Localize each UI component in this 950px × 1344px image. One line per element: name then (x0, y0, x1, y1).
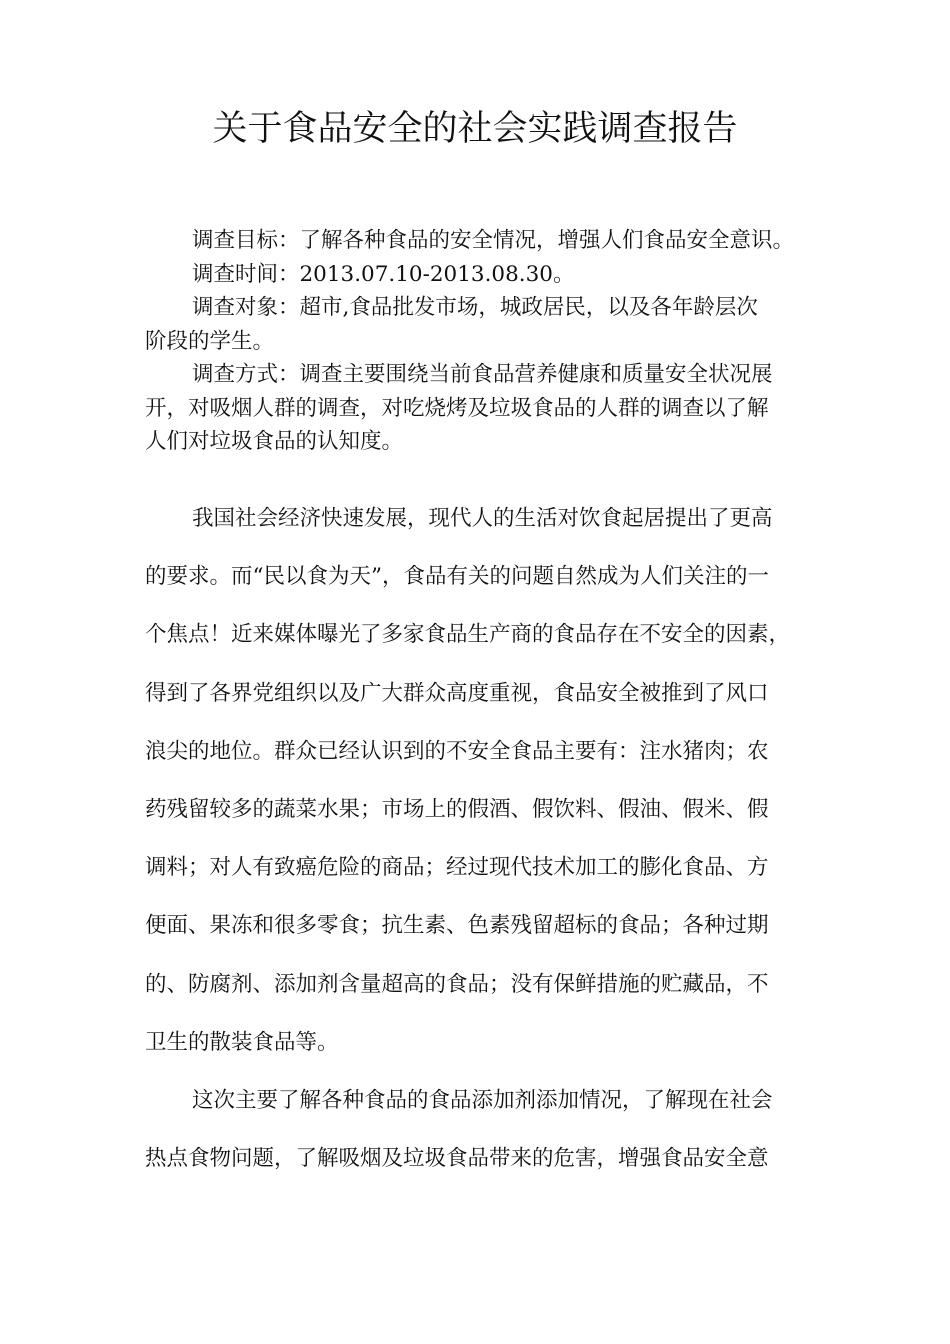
paragraph-line: 的要求。而“民以食为天”，食品有关的问题自然成为人们关注的一 (145, 564, 769, 590)
paragraph-line: 我国社会经济快速发展，现代人的生活对饮食起居提出了更高 (192, 506, 773, 531)
paragraph-line: 热点食物问题，了解吸烟及垃圾食品带来的危害，增强食品安全意 (145, 1146, 769, 1172)
survey-target-line: 调查对象：超市,食品批发市场，城政居民，以及各年龄层次 (192, 295, 758, 320)
document-title: 关于食品安全的社会实践调查报告 (212, 109, 738, 149)
survey-method-line-cont: 开，对吸烟人群的调查，对吃烧烤及垃圾食品的人群的调查以了解 (145, 395, 769, 421)
body-text (145, 498, 825, 1196)
survey-target-line-cont: 阶段的学生。 (145, 328, 275, 354)
paragraph-line: 调料；对人有致癌危险的商品；经过现代技术加工的膨化食品、方 (145, 855, 769, 881)
paragraph-line: 浪尖的地位。群众已经认识到的不安全食品主要有：注水猪肉；农 (145, 738, 769, 764)
paragraph-line: 这次主要了解各种食品的食品添加剂添加情况，了解现在社会 (192, 1087, 773, 1113)
paragraph-line: 便面、果冻和很多零食；抗生素、色素残留超标的食品；各种过期 (145, 913, 769, 939)
survey-goal-line: 调查目标：了解各种食品的安全情况，增强人们食品安全意识。 (192, 228, 795, 253)
survey-method-line-cont: 人们对垃圾食品的认知度。 (145, 429, 404, 454)
survey-info-block (145, 224, 825, 459)
paragraph-line: 得到了各界党组织以及广大群众高度重视，食品安全被推到了风口 (145, 680, 769, 706)
paragraph-line: 个焦点！近来媒体曝光了多家食品生产商的食品存在不安全的因素， (145, 622, 791, 648)
paragraph-line: 的、防腐剂、添加剂含量超高的食品；没有保鲜措施的贮藏品，不 (145, 971, 769, 997)
survey-time-line: 调查时间：2013.07.10-2013.08.30。 (192, 261, 575, 287)
paragraph-line: 卫生的散装食品等。 (145, 1029, 339, 1055)
paragraph-line: 药残留较多的蔬菜水果；市场上的假酒、假饮料、假油、假米、假 (145, 796, 769, 822)
survey-method-line: 调查方式：调查主要围绕当前食品营养健康和质量安全状况展 (192, 362, 773, 387)
